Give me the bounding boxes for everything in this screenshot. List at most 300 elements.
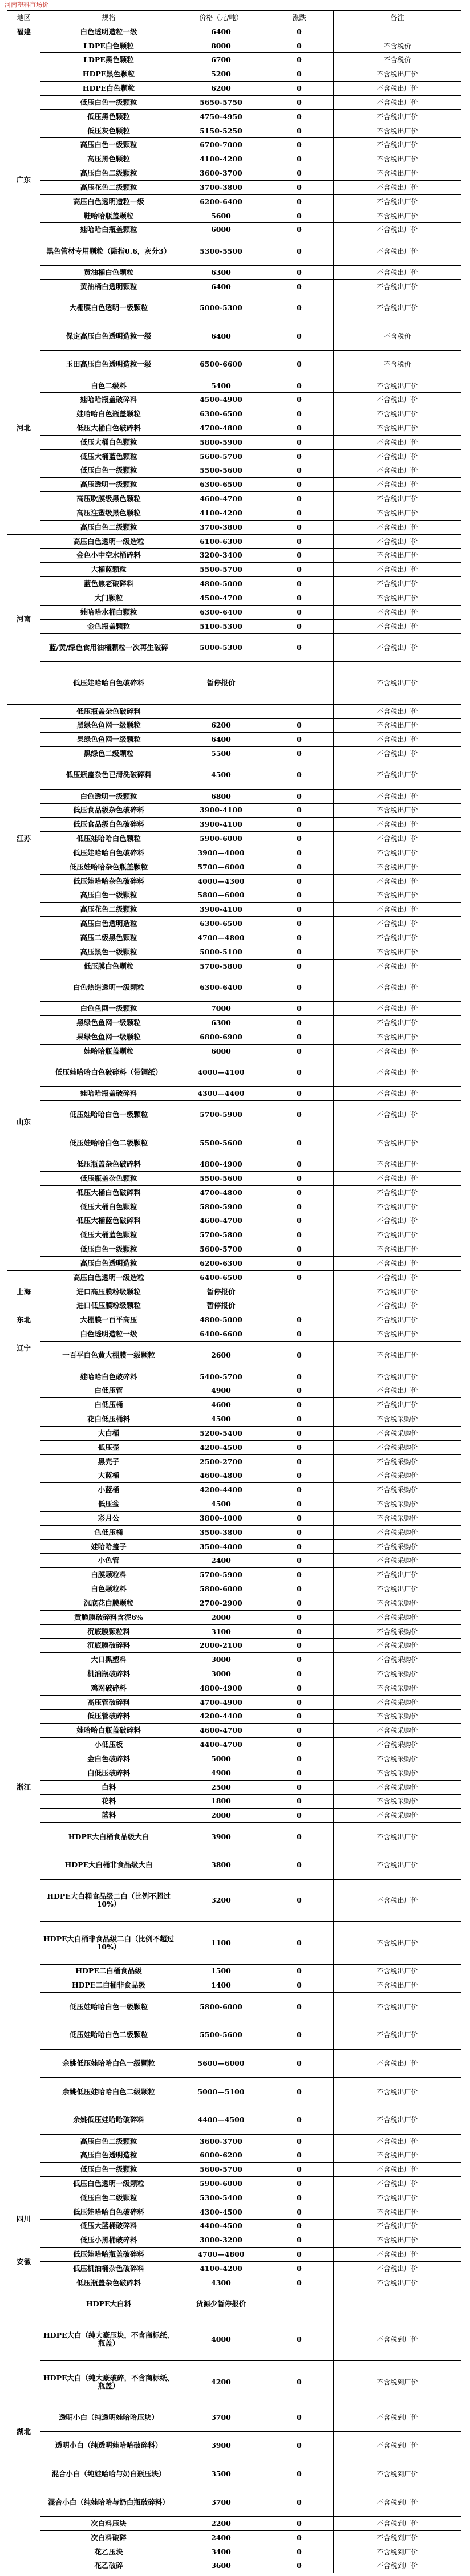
spec-cell: 混合小白（纯娃哈哈与奶白瓶压块） xyxy=(40,2460,177,2488)
spec-cell: 高压白色透明造粒一级 xyxy=(40,194,177,209)
note-cell: 不含税出厂价 xyxy=(334,2262,461,2276)
price-cell: 3900 xyxy=(177,2432,265,2460)
note-cell: 不含税出厂价 xyxy=(334,393,461,407)
region-cell: 浙江 xyxy=(7,1370,40,2205)
price-cell: 6100-6300 xyxy=(177,534,265,548)
spec-cell: 高压白色一级颗粒 xyxy=(40,138,177,152)
note-cell: 不含税出厂价 xyxy=(334,563,461,577)
change-cell: 0 xyxy=(265,194,334,209)
price-cell: 6200 xyxy=(177,718,265,733)
spec-cell: 金色瓶盖颗粒 xyxy=(40,619,177,633)
note-cell: 不含税出厂价 xyxy=(334,407,461,421)
change-cell: 0 xyxy=(265,1342,334,1370)
change-cell: 0 xyxy=(265,138,334,152)
price-cell: 1400 xyxy=(177,1978,265,1993)
spec-cell: 黑色管材专用颗粒（融指0.6，灰分3） xyxy=(40,237,177,266)
table-row xyxy=(7,449,461,464)
price-cell: 4800-5000 xyxy=(177,577,265,591)
note-cell: 不含税出厂价 xyxy=(334,2219,461,2233)
table-row xyxy=(7,152,461,166)
change-cell: 0 xyxy=(265,1539,334,1554)
note-cell: 不含税出厂价 xyxy=(334,945,461,959)
spec-cell: 低压盆 xyxy=(40,1497,177,1512)
spec-cell: 低压大桶白色破碎料 xyxy=(40,421,177,436)
table-row xyxy=(7,1582,461,1596)
table-row xyxy=(7,209,461,223)
change-cell: 0 xyxy=(265,506,334,521)
table-row xyxy=(7,506,461,521)
note-cell: 不含税出厂价 xyxy=(334,2148,461,2163)
note-cell: 不含税采购价 xyxy=(334,1681,461,1695)
spec-cell: 黄油桶白色颗粒 xyxy=(40,265,177,279)
change-cell: 0 xyxy=(265,1483,334,1497)
price-cell: 5800-5900 xyxy=(177,1200,265,1214)
spec-cell: 白色透明造粒一级 xyxy=(40,1327,177,1342)
table-row xyxy=(7,1129,461,1157)
change-cell: 0 xyxy=(265,2517,334,2531)
change-cell: 0 xyxy=(265,846,334,860)
spec-cell: HDPE二白桶食品级 xyxy=(40,1964,177,1978)
table-row xyxy=(7,747,461,761)
spec-cell: 低压娃哈哈白色破碎料 xyxy=(40,846,177,860)
table-row xyxy=(7,350,461,379)
change-cell: 0 xyxy=(265,2049,334,2078)
price-cell: 5800-6000 xyxy=(177,1582,265,1596)
spec-cell: 色低压桶 xyxy=(40,1525,177,1539)
change-cell: 0 xyxy=(265,1384,334,1398)
spec-cell: 黑壳子 xyxy=(40,1454,177,1469)
table-row xyxy=(7,194,461,209)
note-cell: 不含税采购价 xyxy=(334,1624,461,1639)
table-row xyxy=(7,1172,461,1186)
price-cell: 5700—6000 xyxy=(177,860,265,874)
price-cell: 货源少暂停报价 xyxy=(177,2290,265,2318)
note-cell: 不含税到厂价 xyxy=(334,2545,461,2559)
change-cell: 0 xyxy=(265,464,334,478)
change-cell: 0 xyxy=(265,209,334,223)
change-cell: 0 xyxy=(265,1440,334,1454)
spec-cell: 大白桶 xyxy=(40,1427,177,1441)
change-cell xyxy=(265,1285,334,1299)
table-body xyxy=(7,25,461,2573)
note-cell: 不含税出厂价 xyxy=(334,520,461,534)
price-cell: 6300 xyxy=(177,1015,265,1030)
price-cell: 8000 xyxy=(177,39,265,53)
change-cell: 0 xyxy=(265,1100,334,1129)
table-row xyxy=(7,2403,461,2432)
table-row xyxy=(7,1695,461,1709)
change-cell: 0 xyxy=(265,1879,334,1922)
change-cell: 0 xyxy=(265,1185,334,1200)
price-cell: 暂停报价 xyxy=(177,662,265,705)
change-cell: 0 xyxy=(265,294,334,322)
table-row xyxy=(7,1624,461,1639)
spec-cell: 低压娃哈哈白色颗粒 xyxy=(40,832,177,846)
region-cell: 河北 xyxy=(7,322,40,534)
change-cell: 0 xyxy=(265,2134,334,2148)
price-cell: 6400 xyxy=(177,733,265,747)
price-cell: 3900-4100 xyxy=(177,803,265,818)
change-cell: 0 xyxy=(265,1044,334,1058)
note-cell: 不含税出厂价 xyxy=(334,818,461,832)
note-cell: 不含税出厂价 xyxy=(334,265,461,279)
table-row xyxy=(7,1440,461,1454)
spec-cell: 小色管 xyxy=(40,1554,177,1568)
note-cell: 不含税出厂价 xyxy=(334,2177,461,2191)
price-cell: 4500 xyxy=(177,761,265,790)
price-cell: 4700—4800 xyxy=(177,931,265,945)
note-cell: 不含税采购价 xyxy=(334,1610,461,1624)
note-cell: 不含税出厂价 xyxy=(334,803,461,818)
change-cell: 0 xyxy=(265,2148,334,2163)
table-row xyxy=(7,265,461,279)
price-cell: 2700-2900 xyxy=(177,1596,265,1610)
table-row xyxy=(7,1384,461,1398)
region-cell: 上海 xyxy=(7,1270,40,1313)
table-row xyxy=(7,2219,461,2233)
change-cell: 0 xyxy=(265,1978,334,1993)
table-row xyxy=(7,1681,461,1695)
change-cell: 0 xyxy=(265,789,334,803)
table-row xyxy=(7,1568,461,1582)
table-row xyxy=(7,109,461,124)
note-cell: 不含税出厂价 xyxy=(334,1582,461,1596)
table-row xyxy=(7,124,461,138)
note-cell: 不含税出厂价 xyxy=(334,704,461,718)
price-cell: 4700-4900 xyxy=(177,1695,265,1709)
price-cell: 2400 xyxy=(177,2530,265,2545)
note-cell: 不含税出厂价 xyxy=(334,2134,461,2148)
table-row xyxy=(7,1879,461,1922)
spec-cell: 白色颗粒料 xyxy=(40,1582,177,1596)
spec-cell: 高压花色二级颗粒 xyxy=(40,903,177,917)
table-row xyxy=(7,1667,461,1681)
price-cell: 2600 xyxy=(177,1342,265,1370)
change-cell: 0 xyxy=(265,1639,334,1653)
note-cell: 不含税出厂价 xyxy=(334,67,461,82)
spec-cell: HDPE大白桶食品级大白 xyxy=(40,1823,177,1851)
price-cell: 3000 xyxy=(177,1653,265,1667)
spec-cell: HDPE二白桶非食品级 xyxy=(40,1978,177,1993)
note-cell: 不含税出厂价 xyxy=(334,1823,461,1851)
price-cell: 4000—4300 xyxy=(177,874,265,888)
table-row xyxy=(7,1200,461,1214)
table-row xyxy=(7,1412,461,1427)
table-row xyxy=(7,166,461,181)
change-cell: 0 xyxy=(265,2432,334,2460)
change-cell: 0 xyxy=(265,95,334,109)
change-cell: 0 xyxy=(265,2163,334,2177)
note-cell: 不含税出厂价 xyxy=(334,1327,461,1342)
price-cell: 5700-5800 xyxy=(177,959,265,973)
table-row xyxy=(7,2191,461,2205)
price-cell: 3200 xyxy=(177,1879,265,1922)
table-row xyxy=(7,1002,461,1016)
table-row xyxy=(7,2134,461,2148)
change-cell: 0 xyxy=(265,1058,334,1087)
change-cell: 0 xyxy=(265,82,334,96)
note-cell: 不含税出厂价 xyxy=(334,1030,461,1044)
note-cell: 不含税出厂价 xyxy=(334,1242,461,1257)
change-cell: 0 xyxy=(265,435,334,449)
price-cell: 5600-5700 xyxy=(177,449,265,464)
price-cell: 5800—6000 xyxy=(177,888,265,903)
note-cell: 不含税到厂价 xyxy=(334,2559,461,2573)
price-cell: 3000 xyxy=(177,1667,265,1681)
spec-cell: 透明小白（纯透明娃哈哈破碎料） xyxy=(40,2432,177,2460)
price-cell: 4700-4800 xyxy=(177,421,265,436)
table-row xyxy=(7,1766,461,1780)
change-cell: 0 xyxy=(265,2360,334,2403)
note-cell: 不含税出厂价 xyxy=(334,1058,461,1087)
spec-cell: 黑绿色鱼网一级颗粒 xyxy=(40,718,177,733)
price-cell: 4300—4400 xyxy=(177,1087,265,1101)
note-cell: 不含税出厂价 xyxy=(334,973,461,1002)
note-cell: 不含税出厂价 xyxy=(334,1993,461,2021)
page-caption: 河南塑料市场价 xyxy=(5,1,48,9)
change-cell: 0 xyxy=(265,2488,334,2517)
spec-cell: 低压大桶白色破碎料 xyxy=(40,1185,177,1200)
region-cell: 广东 xyxy=(7,39,40,322)
price-cell: 3700 xyxy=(177,2403,265,2432)
note-cell: 不含税出厂价 xyxy=(334,1299,461,1313)
price-cell: 5700-5800 xyxy=(177,1228,265,1242)
spec-cell: 低压白色一级颗粒 xyxy=(40,1242,177,1257)
change-cell: 0 xyxy=(265,265,334,279)
price-cell: 暂停报价 xyxy=(177,1299,265,1313)
table-row xyxy=(7,2276,461,2290)
table-row xyxy=(7,619,461,633)
price-cell: 6700-7000 xyxy=(177,138,265,152)
note-cell: 不含税出厂价 xyxy=(334,449,461,464)
spec-cell: 鸡网破碎料 xyxy=(40,1681,177,1695)
price-cell: 4000 xyxy=(177,2318,265,2361)
price-cell: 3500-3800 xyxy=(177,1525,265,1539)
table-row xyxy=(7,2517,461,2531)
change-cell: 0 xyxy=(265,1823,334,1851)
price-cell: 5600—6000 xyxy=(177,2049,265,2078)
price-cell: 4100-4200 xyxy=(177,152,265,166)
note-cell: 不含税出厂价 xyxy=(334,1002,461,1016)
spec-cell: 混合小白（纯娃哈哈与奶白瓶破碎料） xyxy=(40,2488,177,2517)
spec-cell: HDPE大白桶非食品级大白 xyxy=(40,1851,177,1879)
table-header-row xyxy=(7,11,461,25)
price-cell: 4600-4700 xyxy=(177,492,265,506)
spec-cell: 高压管破碎料 xyxy=(40,1695,177,1709)
note-cell: 不含税出厂价 xyxy=(334,860,461,874)
change-cell xyxy=(265,2290,334,2318)
note-cell: 不含税出厂价 xyxy=(334,435,461,449)
spec-cell: 低压白色透明一级颗粒 xyxy=(40,2177,177,2191)
change-cell: 0 xyxy=(265,832,334,846)
price-cell: 5150-5250 xyxy=(177,124,265,138)
change-cell: 0 xyxy=(265,520,334,534)
region-cell: 四川 xyxy=(7,2205,40,2233)
note-cell: 不含税到厂价 xyxy=(334,2432,461,2460)
table-row xyxy=(7,1554,461,1568)
price-cell: 5800-6000 xyxy=(177,1993,265,2021)
change-cell: 0 xyxy=(265,1370,334,1384)
table-row xyxy=(7,917,461,931)
spec-cell: 彩月公 xyxy=(40,1511,177,1525)
price-cell: 4500 xyxy=(177,1412,265,1427)
change-cell: 0 xyxy=(265,421,334,436)
table-row xyxy=(7,1483,461,1497)
note-cell: 不含税出厂价 xyxy=(334,888,461,903)
note-cell: 不含税采购价 xyxy=(334,1738,461,1752)
change-cell: 0 xyxy=(265,2276,334,2290)
change-cell: 0 xyxy=(265,1964,334,1978)
table-row xyxy=(7,2163,461,2177)
price-cell: 5500-5600 xyxy=(177,464,265,478)
table-row xyxy=(7,1015,461,1030)
note-cell: 不含税出厂价 xyxy=(334,903,461,917)
note-cell: 不含税出厂价 xyxy=(334,1313,461,1327)
note-cell: 不含税采购价 xyxy=(334,1724,461,1738)
price-cell: 4800-4900 xyxy=(177,1157,265,1172)
price-cell: 3500 xyxy=(177,2460,265,2488)
table-row xyxy=(7,1327,461,1342)
note-cell: 不含税出厂价 xyxy=(334,959,461,973)
note-cell: 不含税出厂价 xyxy=(334,548,461,563)
note-cell: 不含税价 xyxy=(334,53,461,67)
change-cell: 0 xyxy=(265,548,334,563)
change-cell: 0 xyxy=(265,1200,334,1214)
change-cell: 0 xyxy=(265,1412,334,1427)
note-cell: 不含税出厂价 xyxy=(334,1370,461,1384)
table-row xyxy=(7,1228,461,1242)
spec-cell: 低压瓶盖杂色破碎料 xyxy=(40,2276,177,2290)
table-row xyxy=(7,1511,461,1525)
price-cell: 6300-6500 xyxy=(177,478,265,492)
price-cell: 2000-2100 xyxy=(177,1639,265,1653)
change-cell: 0 xyxy=(265,733,334,747)
table-row xyxy=(7,2248,461,2262)
note-cell: 不含税出厂价 xyxy=(334,2248,461,2262)
note-cell: 不含税采购价 xyxy=(334,1554,461,1568)
change-cell: 0 xyxy=(265,1681,334,1695)
note-cell: 不含税到厂价 xyxy=(334,2488,461,2517)
table-row xyxy=(7,874,461,888)
note-cell: 不含税价 xyxy=(334,350,461,379)
table-row xyxy=(7,1809,461,1823)
change-cell: 0 xyxy=(265,1738,334,1752)
spec-cell: 娃哈哈白瓶盖破碎料 xyxy=(40,1724,177,1738)
change-cell: 0 xyxy=(265,605,334,619)
note-cell: 不含税出厂价 xyxy=(334,209,461,223)
note-cell: 不含税出厂价 xyxy=(334,789,461,803)
table-row xyxy=(7,1342,461,1370)
spec-cell: 透明小白（纯透明娃哈哈压块） xyxy=(40,2403,177,2432)
spec-cell: 娃哈哈盖子 xyxy=(40,1539,177,1554)
table-row xyxy=(7,1270,461,1285)
change-cell: 0 xyxy=(265,1851,334,1879)
table-row xyxy=(7,520,461,534)
table-row xyxy=(7,1851,461,1879)
spec-cell: 玉田高压白色透明造粒一级 xyxy=(40,350,177,379)
spec-cell: 白低压管 xyxy=(40,1384,177,1398)
spec-cell: 高压白色透明造粒 xyxy=(40,2148,177,2163)
spec-cell: 金色小中空水桶碎料 xyxy=(40,548,177,563)
table-row xyxy=(7,379,461,393)
spec-cell: 低压大蓝桶破碎料 xyxy=(40,2219,177,2233)
table-row xyxy=(7,832,461,846)
price-cell: 3600-3700 xyxy=(177,166,265,181)
price-cell: 3800 xyxy=(177,1851,265,1879)
price-cell: 4700-4800 xyxy=(177,1185,265,1200)
change-cell: 0 xyxy=(265,1993,334,2021)
note-cell: 不含税采购价 xyxy=(334,1483,461,1497)
price-cell: 3400 xyxy=(177,2545,265,2559)
table-row xyxy=(7,407,461,421)
table-row xyxy=(7,1922,461,1965)
change-cell: 0 xyxy=(265,237,334,266)
note-cell: 不含税出厂价 xyxy=(334,1964,461,1978)
spec-cell: 低压食品级白色破碎料 xyxy=(40,818,177,832)
price-cell: 6000-6200 xyxy=(177,2148,265,2163)
note-cell: 不含税出厂价 xyxy=(334,166,461,181)
change-cell: 0 xyxy=(265,2403,334,2432)
note-cell: 不含税出厂价 xyxy=(334,82,461,96)
price-cell: 3700-3800 xyxy=(177,180,265,194)
change-cell: 0 xyxy=(265,874,334,888)
note-cell: 不含税出厂价 xyxy=(334,931,461,945)
note-cell: 不含税采购价 xyxy=(334,1709,461,1724)
note-cell: 不含税出厂价 xyxy=(334,1100,461,1129)
note-cell: 不含税价 xyxy=(334,39,461,53)
table-row xyxy=(7,393,461,407)
note-cell: 不含税出厂价 xyxy=(334,2078,461,2106)
note-cell: 不含税采购价 xyxy=(334,1780,461,1794)
note-cell: 不含税价 xyxy=(334,322,461,351)
change-cell: 0 xyxy=(265,931,334,945)
change-cell: 0 xyxy=(265,223,334,237)
region-cell: 山东 xyxy=(7,973,40,1270)
price-cell: 1100 xyxy=(177,1922,265,1965)
note-cell: 不含税到厂价 xyxy=(334,2360,461,2403)
spec-cell: 黑绿色二级颗粒 xyxy=(40,747,177,761)
table-row xyxy=(7,1030,461,1044)
spec-cell: 高压注塑级黑色颗粒 xyxy=(40,506,177,521)
note-cell: 不含税出厂价 xyxy=(334,633,461,662)
change-cell: 0 xyxy=(265,1327,334,1342)
spec-cell: 高压白色一级颗粒 xyxy=(40,888,177,903)
change-cell: 0 xyxy=(265,1511,334,1525)
price-cell: 6700 xyxy=(177,53,265,67)
spec-cell: 白膜颗粒料 xyxy=(40,1568,177,1582)
change-cell: 0 xyxy=(265,1780,334,1794)
table-row xyxy=(7,2262,461,2276)
note-cell: 不含税出厂价 xyxy=(334,2049,461,2078)
table-row xyxy=(7,237,461,266)
region-cell: 湖北 xyxy=(7,2290,40,2573)
spec-cell: 花料 xyxy=(40,1794,177,1809)
note-cell: 不含税出厂价 xyxy=(334,1342,461,1370)
spec-cell: 低压膜白色颗粒 xyxy=(40,959,177,973)
change-cell: 0 xyxy=(265,1809,334,1823)
change-cell: 0 xyxy=(265,534,334,548)
change-cell: 0 xyxy=(265,1469,334,1483)
table-row xyxy=(7,1087,461,1101)
change-cell: 0 xyxy=(265,577,334,591)
price-cell: 3600-3700 xyxy=(177,2134,265,2148)
price-cell: 6300 xyxy=(177,265,265,279)
table-row xyxy=(7,1185,461,1200)
table-row xyxy=(7,1285,461,1299)
spec-cell: 一百平白色黄大棚膜一级颗粒 xyxy=(40,1342,177,1370)
change-cell: 0 xyxy=(265,563,334,577)
note-cell: 不含税到厂价 xyxy=(334,2403,461,2432)
